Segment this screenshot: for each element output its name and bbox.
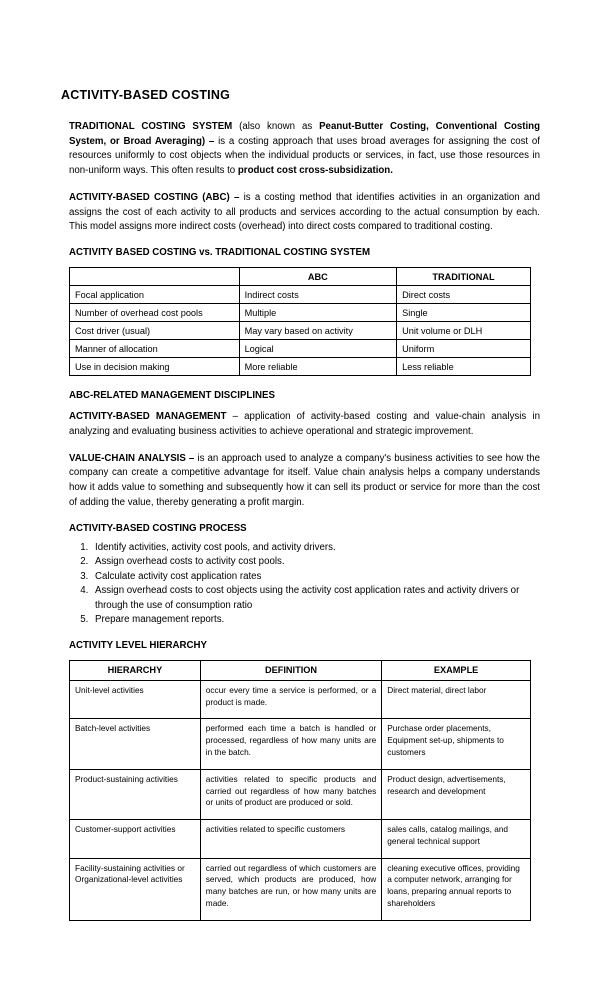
table-cell: activities related to specific customers: [200, 820, 381, 859]
paragraph-value-chain-analysis: [61, 452, 542, 511]
table-cell: May vary based on activity: [239, 322, 397, 340]
table-header-cell-blank: [70, 268, 240, 286]
paragraph-abc-definition: [61, 191, 542, 235]
comparison-table: [69, 267, 531, 376]
table-cell: More reliable: [239, 358, 397, 376]
table-cell: sales calls, catalog mailings, and general technical support: [382, 820, 531, 859]
process-steps-list: [61, 541, 542, 628]
activity-level-hierarchy-table: [69, 660, 531, 921]
table-cell: Product design, advertisements, research and development: [382, 769, 531, 819]
table-header-cell-example: EXAMPLE: [382, 660, 531, 680]
table-row: [70, 340, 531, 358]
table-cell: Uniform: [397, 340, 531, 358]
table-cell: occur every time a service is performed, or a product is made.: [200, 680, 381, 719]
table-header-row: [70, 268, 531, 286]
table-row: [70, 286, 531, 304]
table-cell: Purchase order placements, Equipment set-up, shipments to customers: [382, 719, 531, 769]
table-cell: Use in decision making: [70, 358, 240, 376]
list-item: 5. Prepare management reports.: [91, 613, 542, 628]
table-cell: Direct costs: [397, 286, 531, 304]
table-row: [70, 680, 531, 719]
table-cell: cleaning executive offices, providing a computer network, arranging for loans, preparing annual reports to shareholders: [382, 858, 531, 920]
body-text: is a costing method that identifies activities in an organization and assigns the cost of each activity to all products and services according to the actual consumption by each. This model assigns more indirect costs (overhead) into direct costs compared to traditional costing.: [69, 191, 541, 233]
emphasis-text: VALUE-CHAIN ANALYSIS –: [69, 452, 195, 464]
table-row: [70, 304, 531, 322]
table-row: [70, 322, 531, 340]
table-cell: Customer-support activities: [70, 820, 201, 859]
table-cell: Multiple: [239, 304, 397, 322]
table-cell: Facility-sustaining activities or Organizational-level activities: [70, 858, 201, 920]
table-header-cell-abc: ABC: [239, 268, 397, 286]
table-cell: Unit volume or DLH: [397, 322, 531, 340]
table-header-row: [70, 660, 531, 680]
table-row: [70, 858, 531, 920]
emphasis-text: ACTIVITY-BASED COSTING (ABC) –: [69, 191, 240, 203]
heading-comparison: ACTIVITY BASED COSTING vs. TRADITIONAL COSTING SYSTEM: [69, 247, 371, 259]
table-cell: Single: [397, 304, 531, 322]
heading-process: ACTIVITY-BASED COSTING PROCESS: [69, 522, 247, 534]
body-text: is a costing approach that uses broad averages for assigning the cost of resources uniformly to cost objects when the individual products or services, in fact, use those resources in non-uniform ways. This often results to: [69, 135, 540, 177]
body-text: – application of activity-based costing and value-chain analysis in analyzing and evaluating business activities to achieve operational and strategic improvement.: [69, 411, 540, 437]
paragraph-traditional-costing: [61, 120, 542, 179]
table-cell: Batch-level activities: [70, 719, 201, 769]
table-cell: Direct material, direct labor: [382, 680, 531, 719]
paragraph-activity-based-management: [61, 410, 542, 439]
table-cell: Number of overhead cost pools: [70, 304, 240, 322]
table-cell: Product-sustaining activities: [70, 769, 201, 819]
heading-hierarchy: ACTIVITY LEVEL HIERARCHY: [69, 639, 207, 651]
table-row: [70, 820, 531, 859]
table-cell: carried out regardless of which customers are served, which products are produced, how many batches are run, or how many units are made.: [200, 858, 381, 920]
emphasis-text: ACTIVITY-BASED MANAGEMENT: [69, 411, 227, 423]
table-header-cell-hierarchy: HIERARCHY: [70, 660, 201, 680]
table-cell: activities related to specific products and carried out regardless of how many batches or units of product are produced or sold.: [200, 769, 381, 819]
emphasis-text: Peanut-Butter Costing, Conventional Costing System, or Broad Averaging) –: [69, 121, 540, 147]
table-row: [70, 719, 531, 769]
table-cell: Unit-level activities: [70, 680, 201, 719]
table-header-cell-definition: DEFINITION: [200, 660, 381, 680]
page-title: ACTIVITY-BASED COSTING: [61, 88, 230, 102]
heading-disciplines: ABC-RELATED MANAGEMENT DISCIPLINES: [69, 390, 275, 402]
table-cell: Focal application: [70, 286, 240, 304]
list-item: 1. Identify activities, activity cost pools, and activity drivers.: [91, 541, 542, 556]
body-text: is an approach used to analyze a company's business activities to see how the company can create a competitive advantage for itself. Value chain analysis helps a company understands how it adds value to something and subsequently how it can sell its product or service for more than the cost of adding the value, thereby generating a profit margin.: [69, 452, 540, 508]
body-text: (also known as: [239, 121, 320, 132]
table-cell: performed each time a batch is handled or processed, regardless of how many units are in the batch.: [200, 719, 381, 769]
emphasis-text: TRADITIONAL COSTING SYSTEM: [69, 121, 240, 132]
table-cell: Manner of allocation: [70, 340, 240, 358]
list-item: 4. Assign overhead costs to cost objects using the activity cost application rates and activity drivers or through the use of consumption ratio: [91, 584, 542, 613]
table-cell: Logical: [239, 340, 397, 358]
list-item: 3. Calculate activity cost application rates: [91, 570, 542, 585]
table-row: [70, 769, 531, 819]
table-row: [70, 358, 531, 376]
table-cell: Cost driver (usual): [70, 322, 240, 340]
emphasis-text: product cost cross-subsidization.: [237, 165, 393, 177]
table-header-cell-traditional: TRADITIONAL: [397, 268, 531, 286]
table-cell: Indirect costs: [239, 286, 397, 304]
table-cell: Less reliable: [397, 358, 531, 376]
list-item: 2. Assign overhead costs to activity cost pools.: [91, 555, 542, 570]
